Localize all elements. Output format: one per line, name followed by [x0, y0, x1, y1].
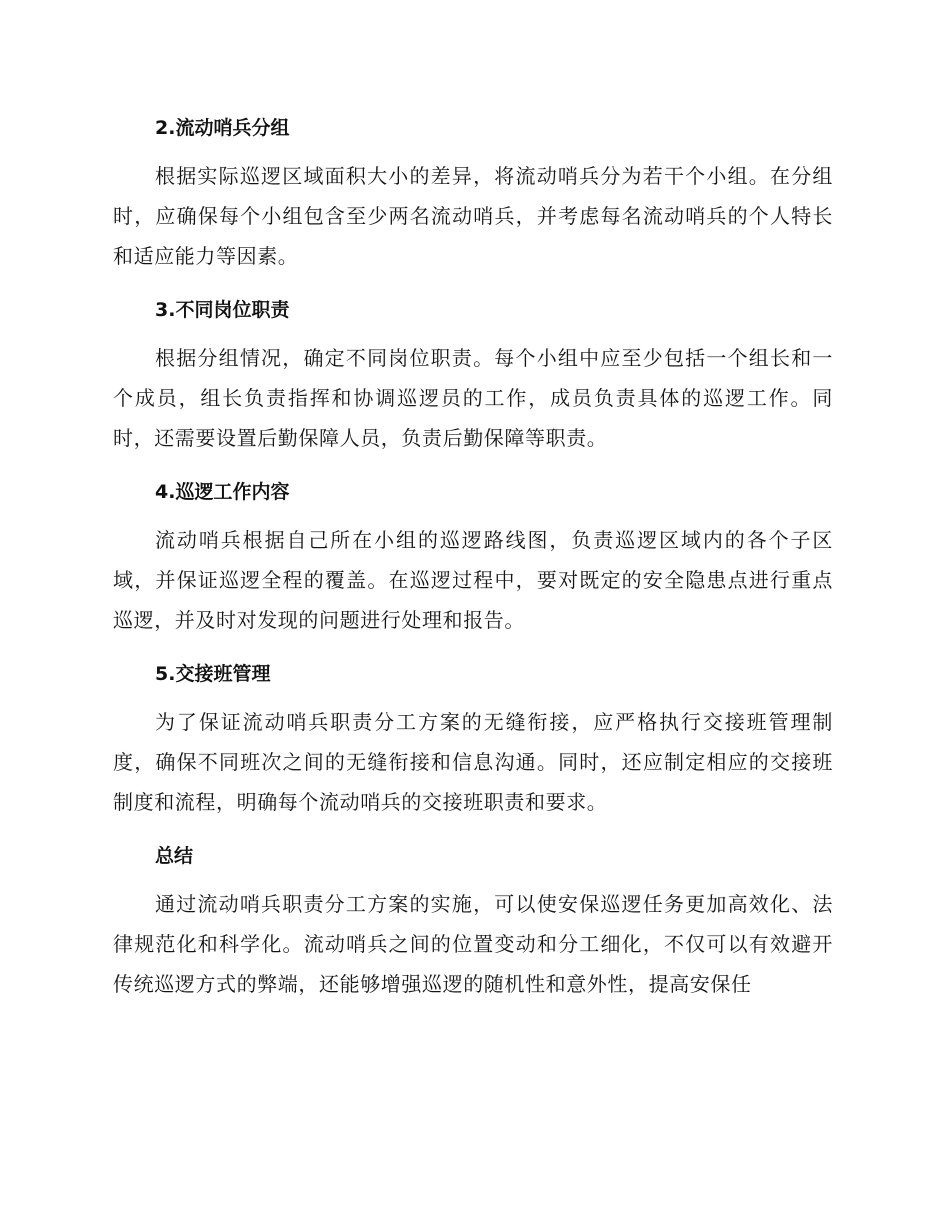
section-patrol-content — [113, 472, 833, 640]
section-paragraph: 为了保证流动哨兵职责分工方案的无缝衔接，应严格执行交接班管理制度，确保不同班次之间的无缝衔接和信息沟通。同时，还应制定相应的交接班制度和流程，明确每个流动哨兵的交接班职责和要求。 — [113, 710, 833, 814]
section-paragraph: 根据实际巡逻区域面积大小的差异，将流动哨兵分为若干个小组。在分组时，应确保每个小组包含至少两名流动哨兵，并考虑每名流动哨兵的个人特长和适应能力等因素。 — [113, 164, 833, 268]
section-paragraph: 通过流动哨兵职责分工方案的实施，可以使安保巡逻任务更加高效化、法律规范化和科学化。流动哨兵之间的位置变动和分工细化，不仅可以有效避开传统巡逻方式的弊端，还能够增强巡逻的随机性和意外性，提高安保任 — [113, 892, 833, 996]
section-heading: 2.流动哨兵分组 — [155, 117, 290, 139]
section-heading: 4.巡逻工作内容 — [155, 481, 290, 503]
section-summary — [113, 836, 833, 1004]
document-body — [113, 108, 833, 1018]
section-grouping — [113, 108, 833, 276]
section-duties — [113, 290, 833, 458]
section-heading: 总结 — [155, 845, 194, 867]
section-paragraph: 根据分组情况，确定不同岗位职责。每个小组中应至少包括一个组长和一个成员，组长负责指挥和协调巡逻员的工作，成员负责具体的巡逻工作。同时，还需要设置后勤保障人员，负责后勤保障等职责。 — [113, 346, 833, 450]
section-paragraph: 流动哨兵根据自己所在小组的巡逻路线图，负责巡逻区域内的各个子区域，并保证巡逻全程的覆盖。在巡逻过程中，要对既定的安全隐患点进行重点巡逻，并及时对发现的问题进行处理和报告。 — [113, 528, 833, 632]
section-heading: 3.不同岗位职责 — [155, 299, 290, 321]
section-heading: 5.交接班管理 — [155, 663, 271, 685]
section-shift-handover — [113, 654, 833, 822]
